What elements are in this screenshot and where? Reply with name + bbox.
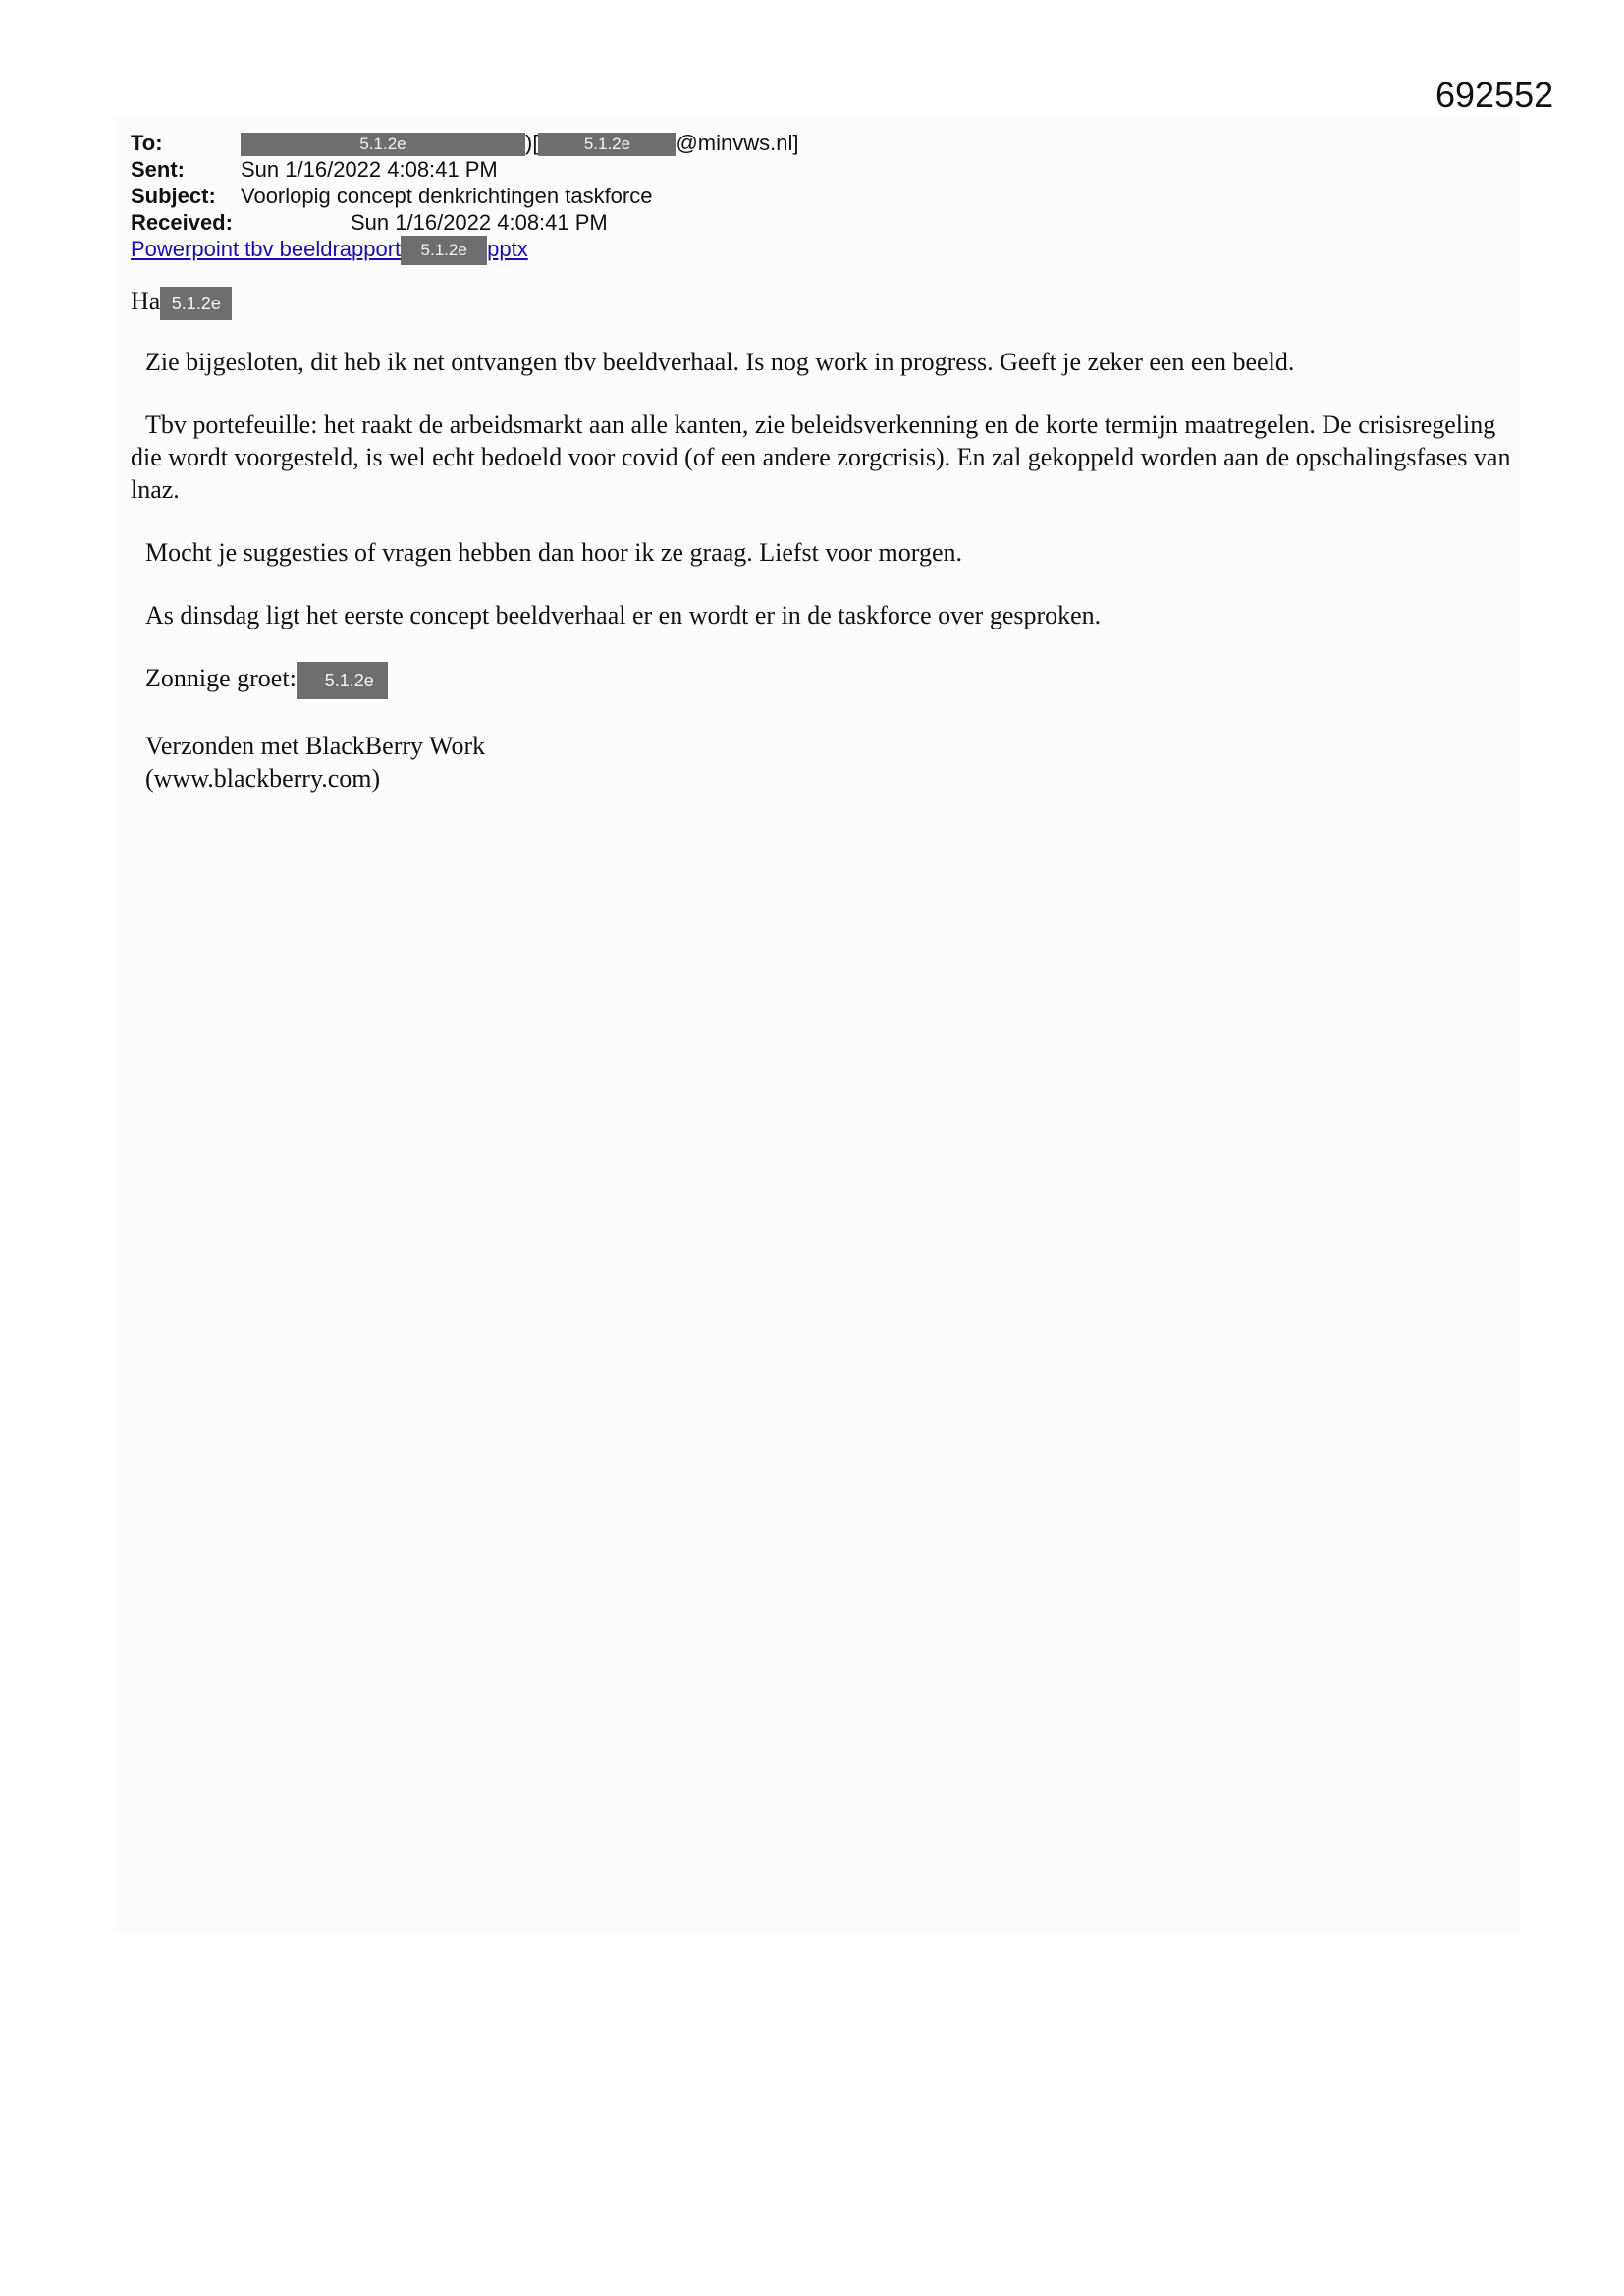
greeting (131, 285, 1515, 320)
attachment-link-suffix: pptx (487, 237, 528, 261)
signoff-text: Zonnige groet: (145, 664, 297, 693)
subject-value: Voorlopig concept denkrichtingen taskforce (241, 184, 653, 208)
subject-row (131, 183, 653, 209)
redaction-box: 5.1.2e (401, 236, 487, 265)
document-number: 692552 (1435, 75, 1554, 115)
email-body (131, 285, 1515, 794)
received-value: Sun 1/16/2022 4:08:41 PM (351, 210, 608, 235)
sent-value: Sun 1/16/2022 4:08:41 PM (241, 157, 498, 182)
attachment-link-prefix: Powerpoint tbv beeldrapport (131, 237, 402, 261)
to-domain: @minvws.nl] (676, 131, 799, 155)
redaction-box: 5.1.2e (160, 287, 232, 320)
to-separator: )[ (525, 131, 539, 155)
received-label: Received: (131, 210, 233, 235)
paragraph: Mocht je suggesties of vragen hebben dan hoor ik ze graag. Liefst voor morgen. (145, 538, 962, 568)
redaction-box: 5.1.2e (241, 133, 525, 156)
signoff (131, 662, 1515, 699)
redaction-box: 5.1.2e (297, 662, 388, 699)
sent-row (131, 156, 528, 183)
attachment-link[interactable] (131, 237, 528, 261)
footer-line-2: (www.blackberry.com) (145, 764, 381, 793)
greeting-text: Ha (131, 287, 161, 315)
to-label: To: (131, 131, 163, 155)
paragraph: Tbv portefeuille: het raakt de arbeidsmarkt aan alle kanten, zie beleidsverkenning en de korte termijn maatregelen. De crisisregeling die wordt voorgesteld, is wel echt bedoeld voor covid (of een andere zorgcrisis). En zal gekoppeld worden aan de opschalingsfases van lnaz. (131, 410, 1511, 505)
signature-footer (131, 730, 1515, 794)
to-row (131, 130, 799, 156)
to-value (241, 130, 798, 156)
received-row (131, 209, 608, 236)
paragraph: Zie bijgesloten, dit heb ik net ontvangen tbv beeldverhaal. Is nog work in progress. Geeft je zeker een een beeld. (145, 348, 1295, 377)
footer-line-1: Verzonden met BlackBerry Work (145, 732, 486, 761)
email-header (131, 130, 799, 262)
sent-label: Sent: (131, 157, 185, 182)
attachment-row (131, 236, 528, 262)
subject-label: Subject: (131, 184, 216, 208)
paragraph: As dinsdag ligt het eerste concept beeldverhaal er en wordt er in de taskforce over gesproken. (145, 601, 1102, 630)
redaction-box: 5.1.2e (538, 133, 676, 156)
